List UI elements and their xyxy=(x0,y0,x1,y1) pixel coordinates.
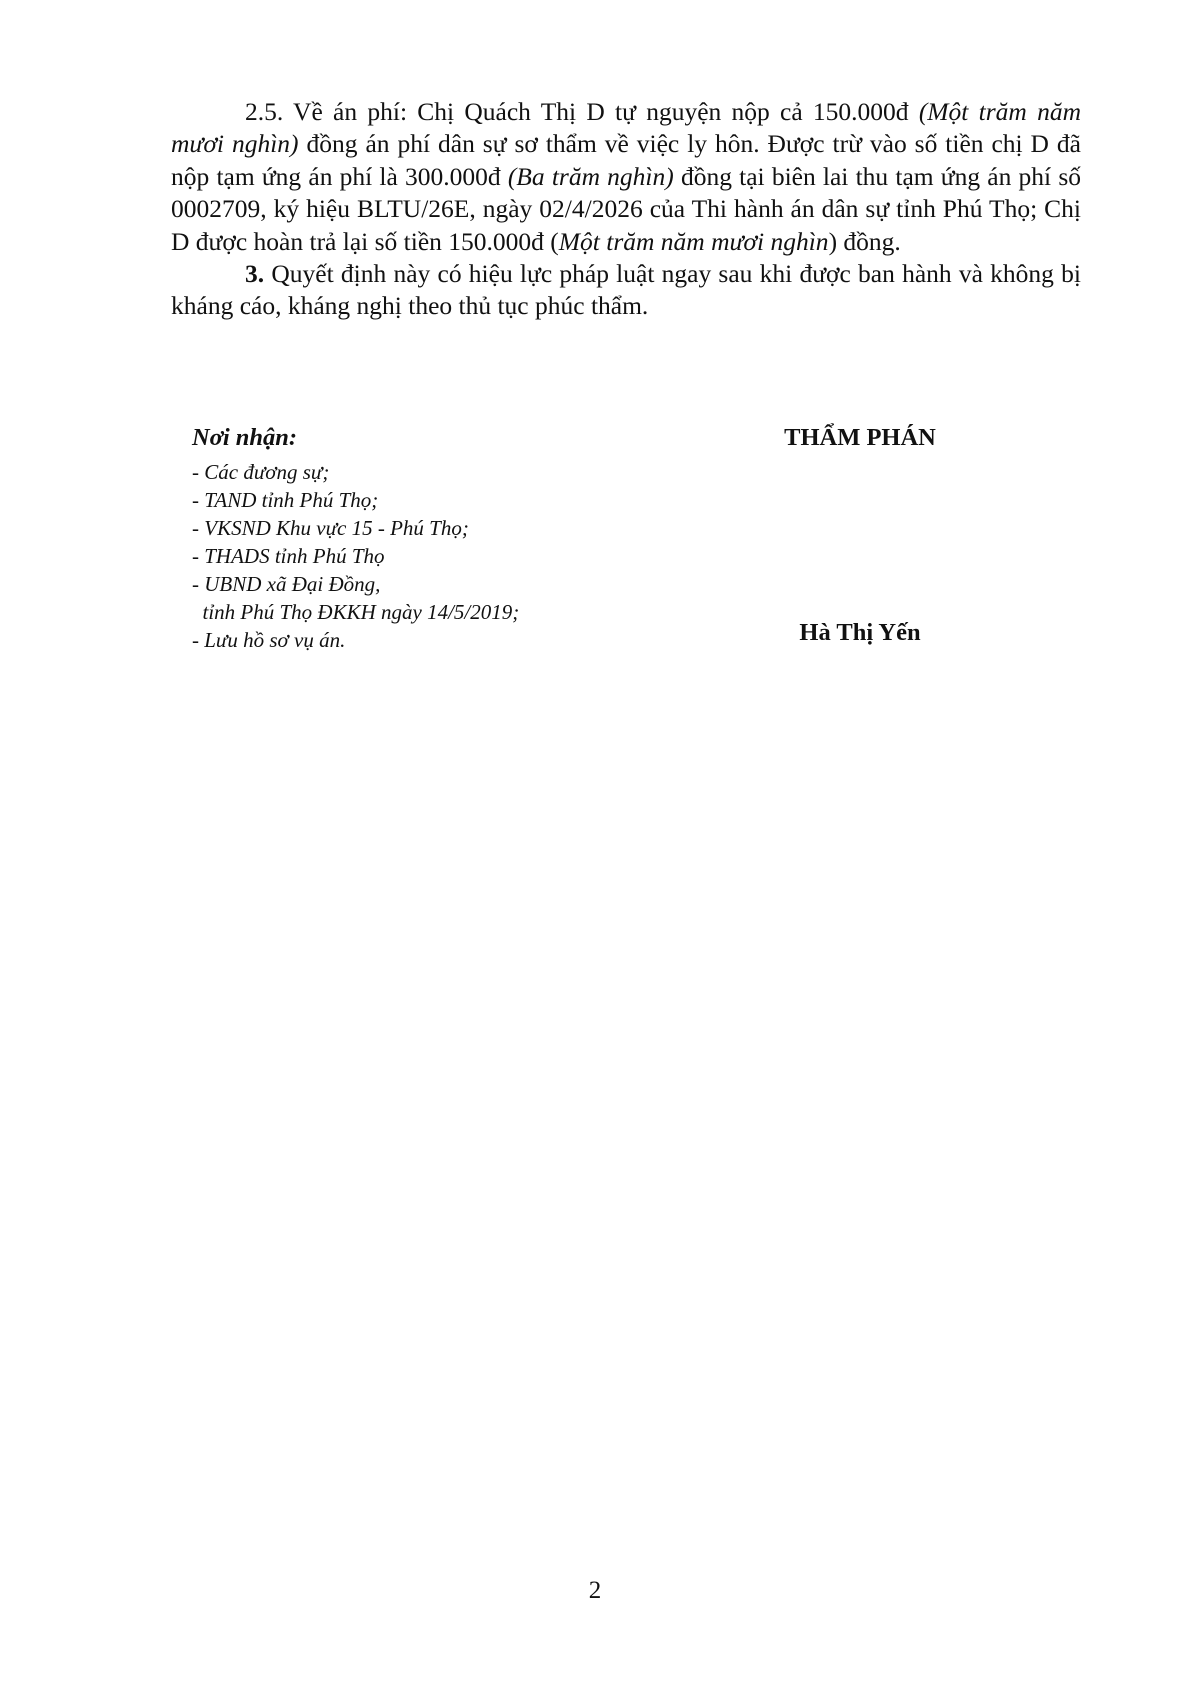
paragraph-segment: 2.5. Về án phí: Chị Quách Thị D tự nguyện nộp cả 150.000đ xyxy=(245,97,919,126)
paragraph-segment: (Một trăm năm mươi nghìn) xyxy=(171,97,1081,159)
paragraph-court-fee xyxy=(171,96,1081,258)
recipient-item: tỉnh Phú Thọ ĐKKH ngày 14/5/2019; xyxy=(192,600,520,624)
recipient-item: - UBND xã Đại Đồng, xyxy=(192,572,381,596)
paragraph-segment: Quyết định này có hiệu lực pháp luật ngay sau khi được ban hành và không bị kháng cáo, kháng nghị theo thủ tục phúc thẩm. xyxy=(171,259,1081,321)
paragraph-segment: 3. xyxy=(245,259,265,289)
recipient-item: - VKSND Khu vực 15 - Phú Thọ; xyxy=(192,516,469,540)
signer-name: Hà Thị Yến xyxy=(799,619,921,646)
page-number: 2 xyxy=(588,1577,602,1604)
paragraph-segment: đồng án phí dân sự sơ thẩm về việc ly hôn. Được trừ vào số tiền chị D đã nộp tạm ứng án phí là 300.000đ xyxy=(171,129,1081,191)
recipients-title: Nơi nhận: xyxy=(192,424,298,451)
recipient-item: - Các đương sự; xyxy=(192,460,330,484)
recipient-item: - THADS tỉnh Phú Thọ xyxy=(192,544,385,568)
decision-body xyxy=(171,96,1081,323)
paragraph-segment: (Ba trăm nghìn) xyxy=(507,161,674,191)
signer-title: THẨM PHÁN xyxy=(784,424,936,451)
recipient-item: - TAND tỉnh Phú Thọ; xyxy=(192,488,379,512)
paragraph-segment: Một trăm năm mươi nghìn xyxy=(558,226,829,256)
recipient-item: - Lưu hồ sơ vụ án. xyxy=(192,628,346,652)
recipients-list xyxy=(192,458,652,654)
recipients-block xyxy=(192,422,652,654)
paragraph-effect xyxy=(171,258,1081,323)
paragraph-segment: đồng tại biên lai thu tạm ứng án phí số 0002709, ký hiệu BLTU/26E, ngày 02/4/2026 của Thi hành án dân sự tỉnh Phú Thọ; Chị D được hoàn trả lại số tiền 150.000đ ( xyxy=(171,161,1081,256)
paragraph-segment: ) đồng. xyxy=(828,226,901,256)
